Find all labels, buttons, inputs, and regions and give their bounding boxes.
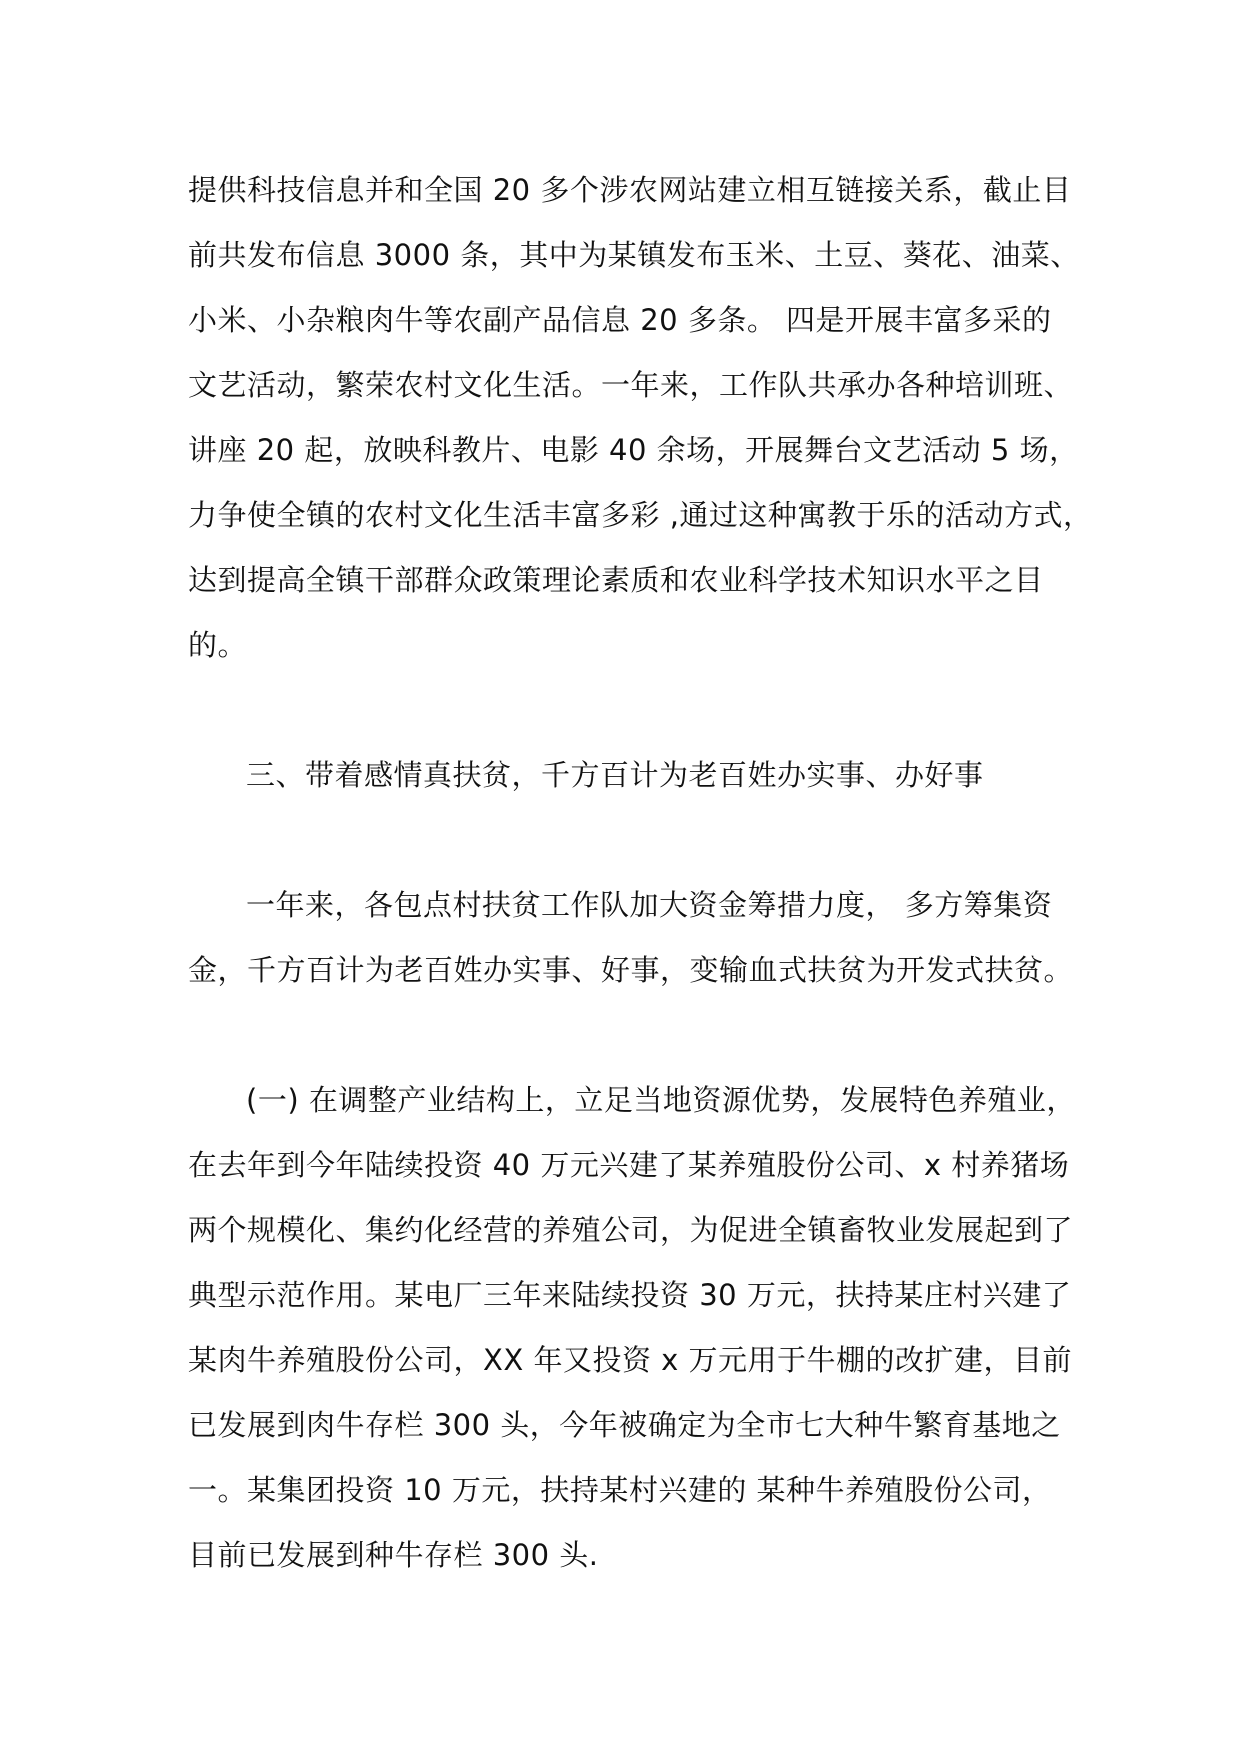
text-line: 金，千方百计为老百姓办实事、好事，变输血式扶贫为开发式扶贫。 xyxy=(188,953,1074,987)
text-line: 在去年到今年陆续投资 40 万元兴建了某养殖股份公司、x 村养猪场 xyxy=(188,1148,1070,1182)
text-line: 某肉牛养殖股份公司，XX 年又投资 x 万元用于牛棚的改扩建，目前 xyxy=(188,1343,1073,1377)
text-line: 提供科技信息并和全国 20 多个涉农网站建立相互链接关系，截止目 xyxy=(188,173,1072,207)
text-line: (一) 在调整产业结构上，立足当地资源优势，发展特色养殖业， xyxy=(246,1083,1076,1117)
paragraph-spacer xyxy=(188,678,1088,743)
paragraph-industry-structure xyxy=(188,1068,1088,1588)
text-line: 目前已发展到种牛存栏 300 头. xyxy=(188,1538,599,1572)
text-line: 典型示范作用。某电厂三年来陆续投资 30 万元，扶持某庄村兴建了 xyxy=(188,1278,1072,1312)
text-line: 前共发布信息 3000 条，其中为某镇发布玉米、土豆、葵花、油菜、 xyxy=(188,238,1080,272)
paragraph-fund-raising xyxy=(188,873,1088,1003)
text-line: 两个规模化、集约化经营的养殖公司，为促进全镇畜牧业发展起到了 xyxy=(188,1213,1074,1247)
paragraph-spacer xyxy=(188,1003,1088,1068)
text-line: 文艺活动，繁荣农村文化生活。一年来，工作队共承办各种培训班、 xyxy=(188,368,1074,402)
text-line: 达到提高全镇干部群众政策理论素质和农业科学技术知识水平之目 xyxy=(188,563,1044,597)
text-line: 一年来，各包点村扶贫工作队加大资金筹措力度， 多方筹集资 xyxy=(246,888,1053,922)
text-line: 的。 xyxy=(188,628,248,662)
section-heading-three: 三、带着感情真扶贫，千方百计为老百姓办实事、办好事 xyxy=(246,758,984,792)
text-line: 力争使全镇的农村文化生活丰富多彩 ,通过这种寓教于乐的活动方式， xyxy=(188,498,1093,532)
paragraph-science-info xyxy=(188,158,1093,678)
text-line: 小米、小杂粮肉牛等农副产品信息 20 多条。 四是开展丰富多采的 xyxy=(188,303,1052,337)
text-line: 一。某集团投资 10 万元，扶持某村兴建的 某种牛养殖股份公司， xyxy=(188,1473,1052,1507)
text-line: 已发展到肉牛存栏 300 头，今年被确定为全市七大种牛繁育基地之 xyxy=(188,1408,1061,1442)
document-body xyxy=(188,158,1093,1588)
text-line: 讲座 20 起，放映科教片、电影 40 余场，开展舞台文艺活动 5 场， xyxy=(188,433,1079,467)
paragraph-spacer xyxy=(188,808,1088,873)
